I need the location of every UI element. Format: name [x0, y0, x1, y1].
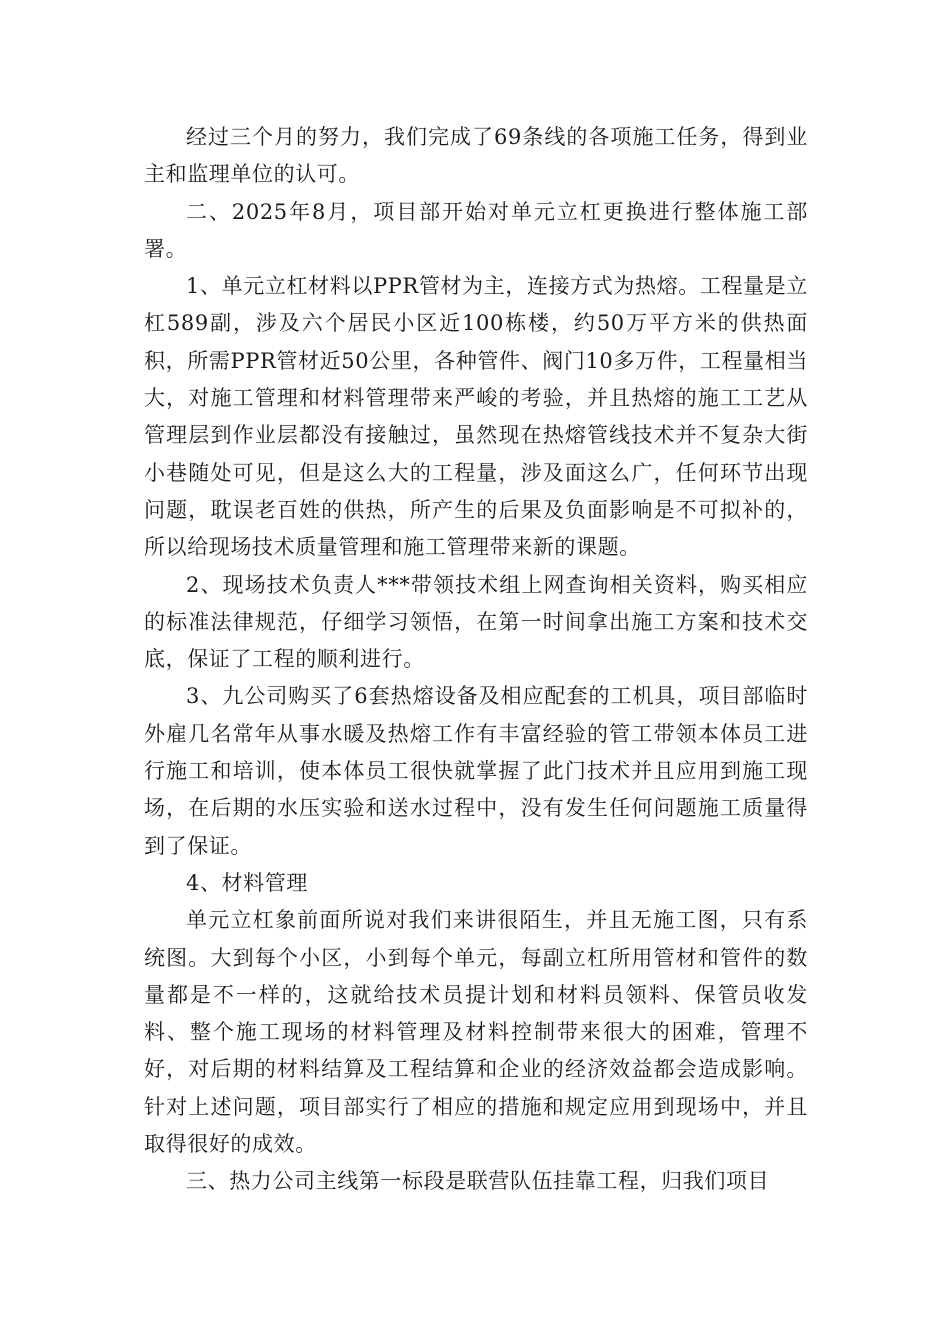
paragraph: 2、现场技术负责人***带领技术组上网查询相关资料，购买相应的标准法律规范，仔细学习领悟，在第一时间拿出施工方案和技术交底，保证了工程的顺利进行。 — [144, 572, 808, 672]
section-heading: 4、材料管理 — [186, 870, 308, 895]
paragraph: 单元立杠象前面所说对我们来讲很陌生，并且无施工图，只有系统图。大到每个小区，小到每个单元，每副立杠所用管材和管件的数量都是不一样的，这就给技术员提计划和材料员领料、保管员收发料、整个施工现场的材料管理及材料控制带来很大的困难，管理不好，对后期的材料结算及工程结算和企业的经济效益都会造成影响。针对上述问题，项目部实行了相应的措施和规定应用到现场中，并且取得很好的成效。 — [144, 908, 808, 1157]
paragraph: 二、2025年8月，项目部开始对单元立杠更换进行整体施工部署。 — [144, 199, 808, 261]
document-body — [144, 119, 808, 1201]
paragraph: 经过三个月的努力，我们完成了69条线的各项施工任务，得到业主和监理单位的认可。 — [144, 125, 808, 187]
paragraph: 3、九公司购买了6套热熔设备及相应配套的工机具，项目部临时外雇几名常年从事水暖及热熔工作有丰富经验的管工带领本体员工进行施工和培训，使本体员工很快就掌握了此门技术并且应用到施工现场，在后期的水压实验和送水过程中，没有发生任何问题施工质量得到了保证。 — [144, 684, 808, 858]
paragraph: 1、单元立杠材料以PPR管材为主，连接方式为热熔。工程量是立杠589副，涉及六个居民小区近100栋楼，约50万平方米的供热面积，所需PPR管材近50公里，各种管件、阀门10多万件，工程量相当大，对施工管理和材料管理带来严峻的考验，并且热熔的施工工艺从管理层到作业层都没有接触过，虽然现在热熔管线技术并不复杂大街小巷随处可见，但是这么大的工程量，涉及面这么广，任何环节出现问题，耽误老百姓的供热，所产生的后果及负面影响是不可拟补的，所以给现场技术质量管理和施工管理带来新的课题。 — [144, 274, 808, 560]
paragraph: 三、热力公司主线第一标段是联营队伍挂靠工程，归我们项目 — [186, 1169, 770, 1194]
